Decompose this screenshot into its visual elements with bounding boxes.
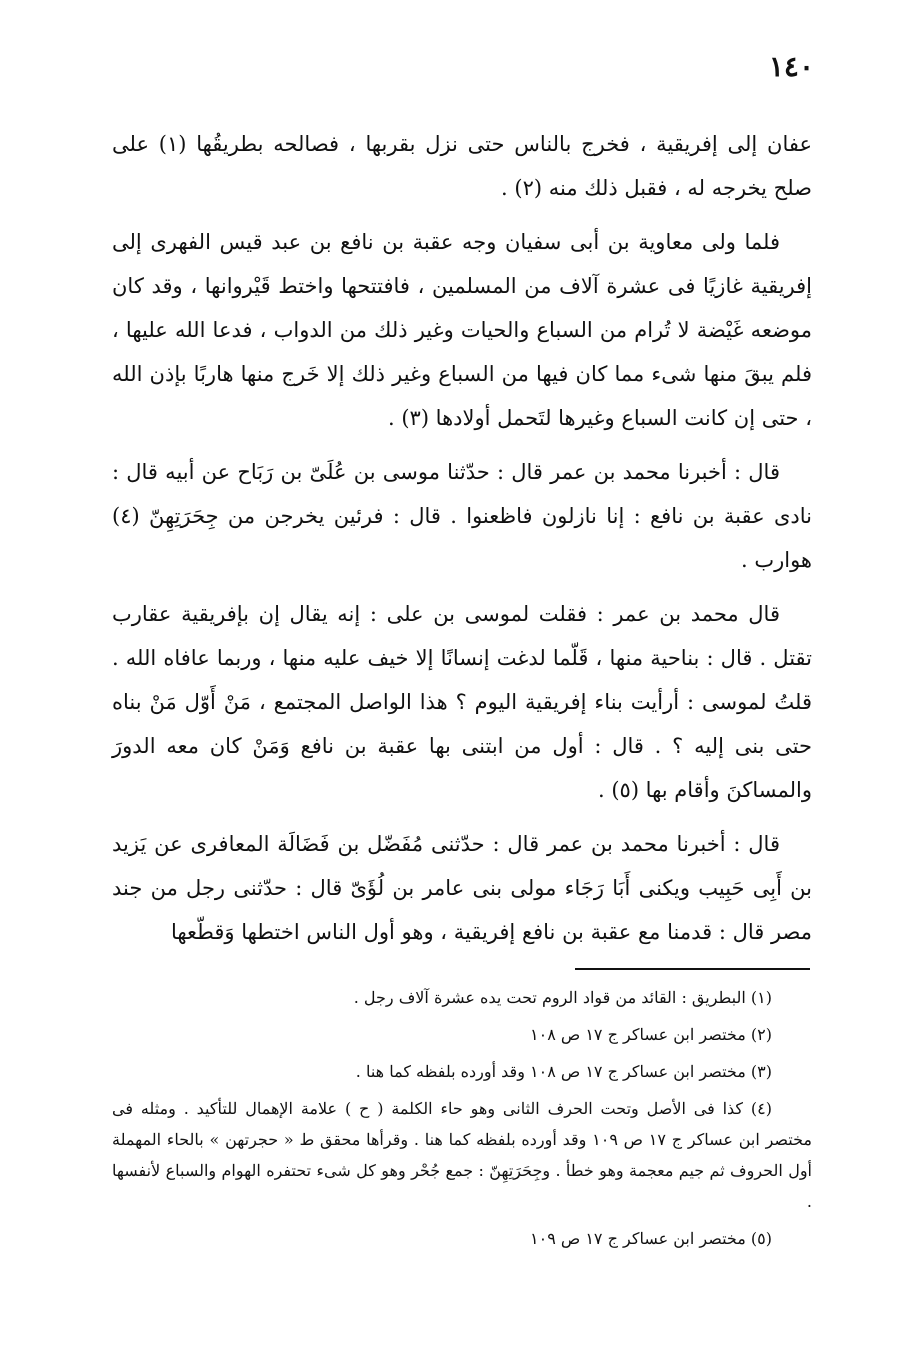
footnote: (٢) مختصر ابن عساكر ج ١٧ ص ١٠٨ xyxy=(530,1025,772,1044)
footnote: (١) البطريق : القائد من قواد الروم تحت يده عشرة آلاف رجل . xyxy=(353,988,772,1007)
footnote: (٥) مختصر ابن عساكر ج ١٧ ص ١٠٩ xyxy=(530,1229,772,1248)
page-number: ١٤٠ xyxy=(768,50,814,83)
footnote: (٤) كذا فى الأصل وتحت الحرف الثانى وهو حاء الكلمة ( ح ) علامة الإهمال للتأكيد . ومثله فى مختصر ابن عساكر ج ١٧ ص ١٠٩ وقد أورده بلفظه كما هنا . وقرأها محقق ط « حجرتهن » بالحاء المهملة أول الحروف ثم جيم معجمة وهو خطأ . وجِحَرَتِهِنّ : جمع جُحْر وهو كل شىء تحتفره الهوام والسباع لأنفسها . xyxy=(112,1099,813,1211)
footnote: (٣) مختصر ابن عساكر ج ١٧ ص ١٠٨ وقد أورده بلفظه كما هنا . xyxy=(355,1062,772,1081)
footnotes xyxy=(112,982,812,1260)
paragraph: قال : أخبرنا محمد بن عمر قال : حدّثنى مُفَضّل بن فَضَالَة المعافرى عن يَزيد بن أَبِى حَبِيب ويكنى أَبَا رَجَاء مولى بنى عامر بن لُؤَىّ قال : حدّثنى رجل من جند مصر قال : قدمنا مع عقبة بن نافع إفريقية ، وهو أول الناس اختطها وَقطّعها xyxy=(112,832,812,944)
paragraph: قال محمد بن عمر : فقلت لموسى بن على : إنه يقال إن بإفريقية عقارب تقتل . قال : بناحية منها ، قَلّما لدغت إنسانًا إلا خيف عليه منها ، وربما عافاه الله . قلتُ لموسى : أرأيت بناء إفريقية اليوم ؟ هذا الواصل المجتمع ، مَنْ أَوّل مَنْ بناه حتى بنى إليه ؟ . قال : أول من ابتنى بها عقبة بن نافع وَمَنْ كان معه الدورَ والمساكنَ وأقام بها (٥) . xyxy=(112,602,812,802)
paragraph: عفان إلى إفريقية ، فخرج بالناس حتى نزل بقربها ، فصالحه بطريقُها (١) على صلح يخرجه له ، فقبل ذلك منه (٢) . xyxy=(112,132,812,200)
paragraph: قال : أخبرنا محمد بن عمر قال : حدّثنا موسى بن عُلَىّ بن رَبَاح عن أبيه قال : نادى عقبة بن نافع : إنا نازلون فاظعنوا . قال : فرئين يخرجن من جِحَرَتِهِنّ (٤) هوارب . xyxy=(112,460,812,572)
paragraph: فلما ولى معاوية بن أبى سفيان وجه عقبة بن نافع بن عبد قيس الفهرى إلى إفريقية غازيًا فى عشرة آلاف من المسلمين ، فافتتحها واختط قَيْروانها ، وقد كان موضعه غَيْضة لا تُرام من السباع والحيات وغير ذلك من الدواب ، فدعا الله عليها ، فلم يبقَ منها شىء مما كان فيها من السباع وغير ذلك إلا خَرج منها هاربًا بإذن الله ، حتى إن كانت السباع وغيرها لتَحمل أولادها (٣) . xyxy=(112,230,813,430)
footnote-separator xyxy=(575,968,810,970)
main-text xyxy=(112,122,812,964)
